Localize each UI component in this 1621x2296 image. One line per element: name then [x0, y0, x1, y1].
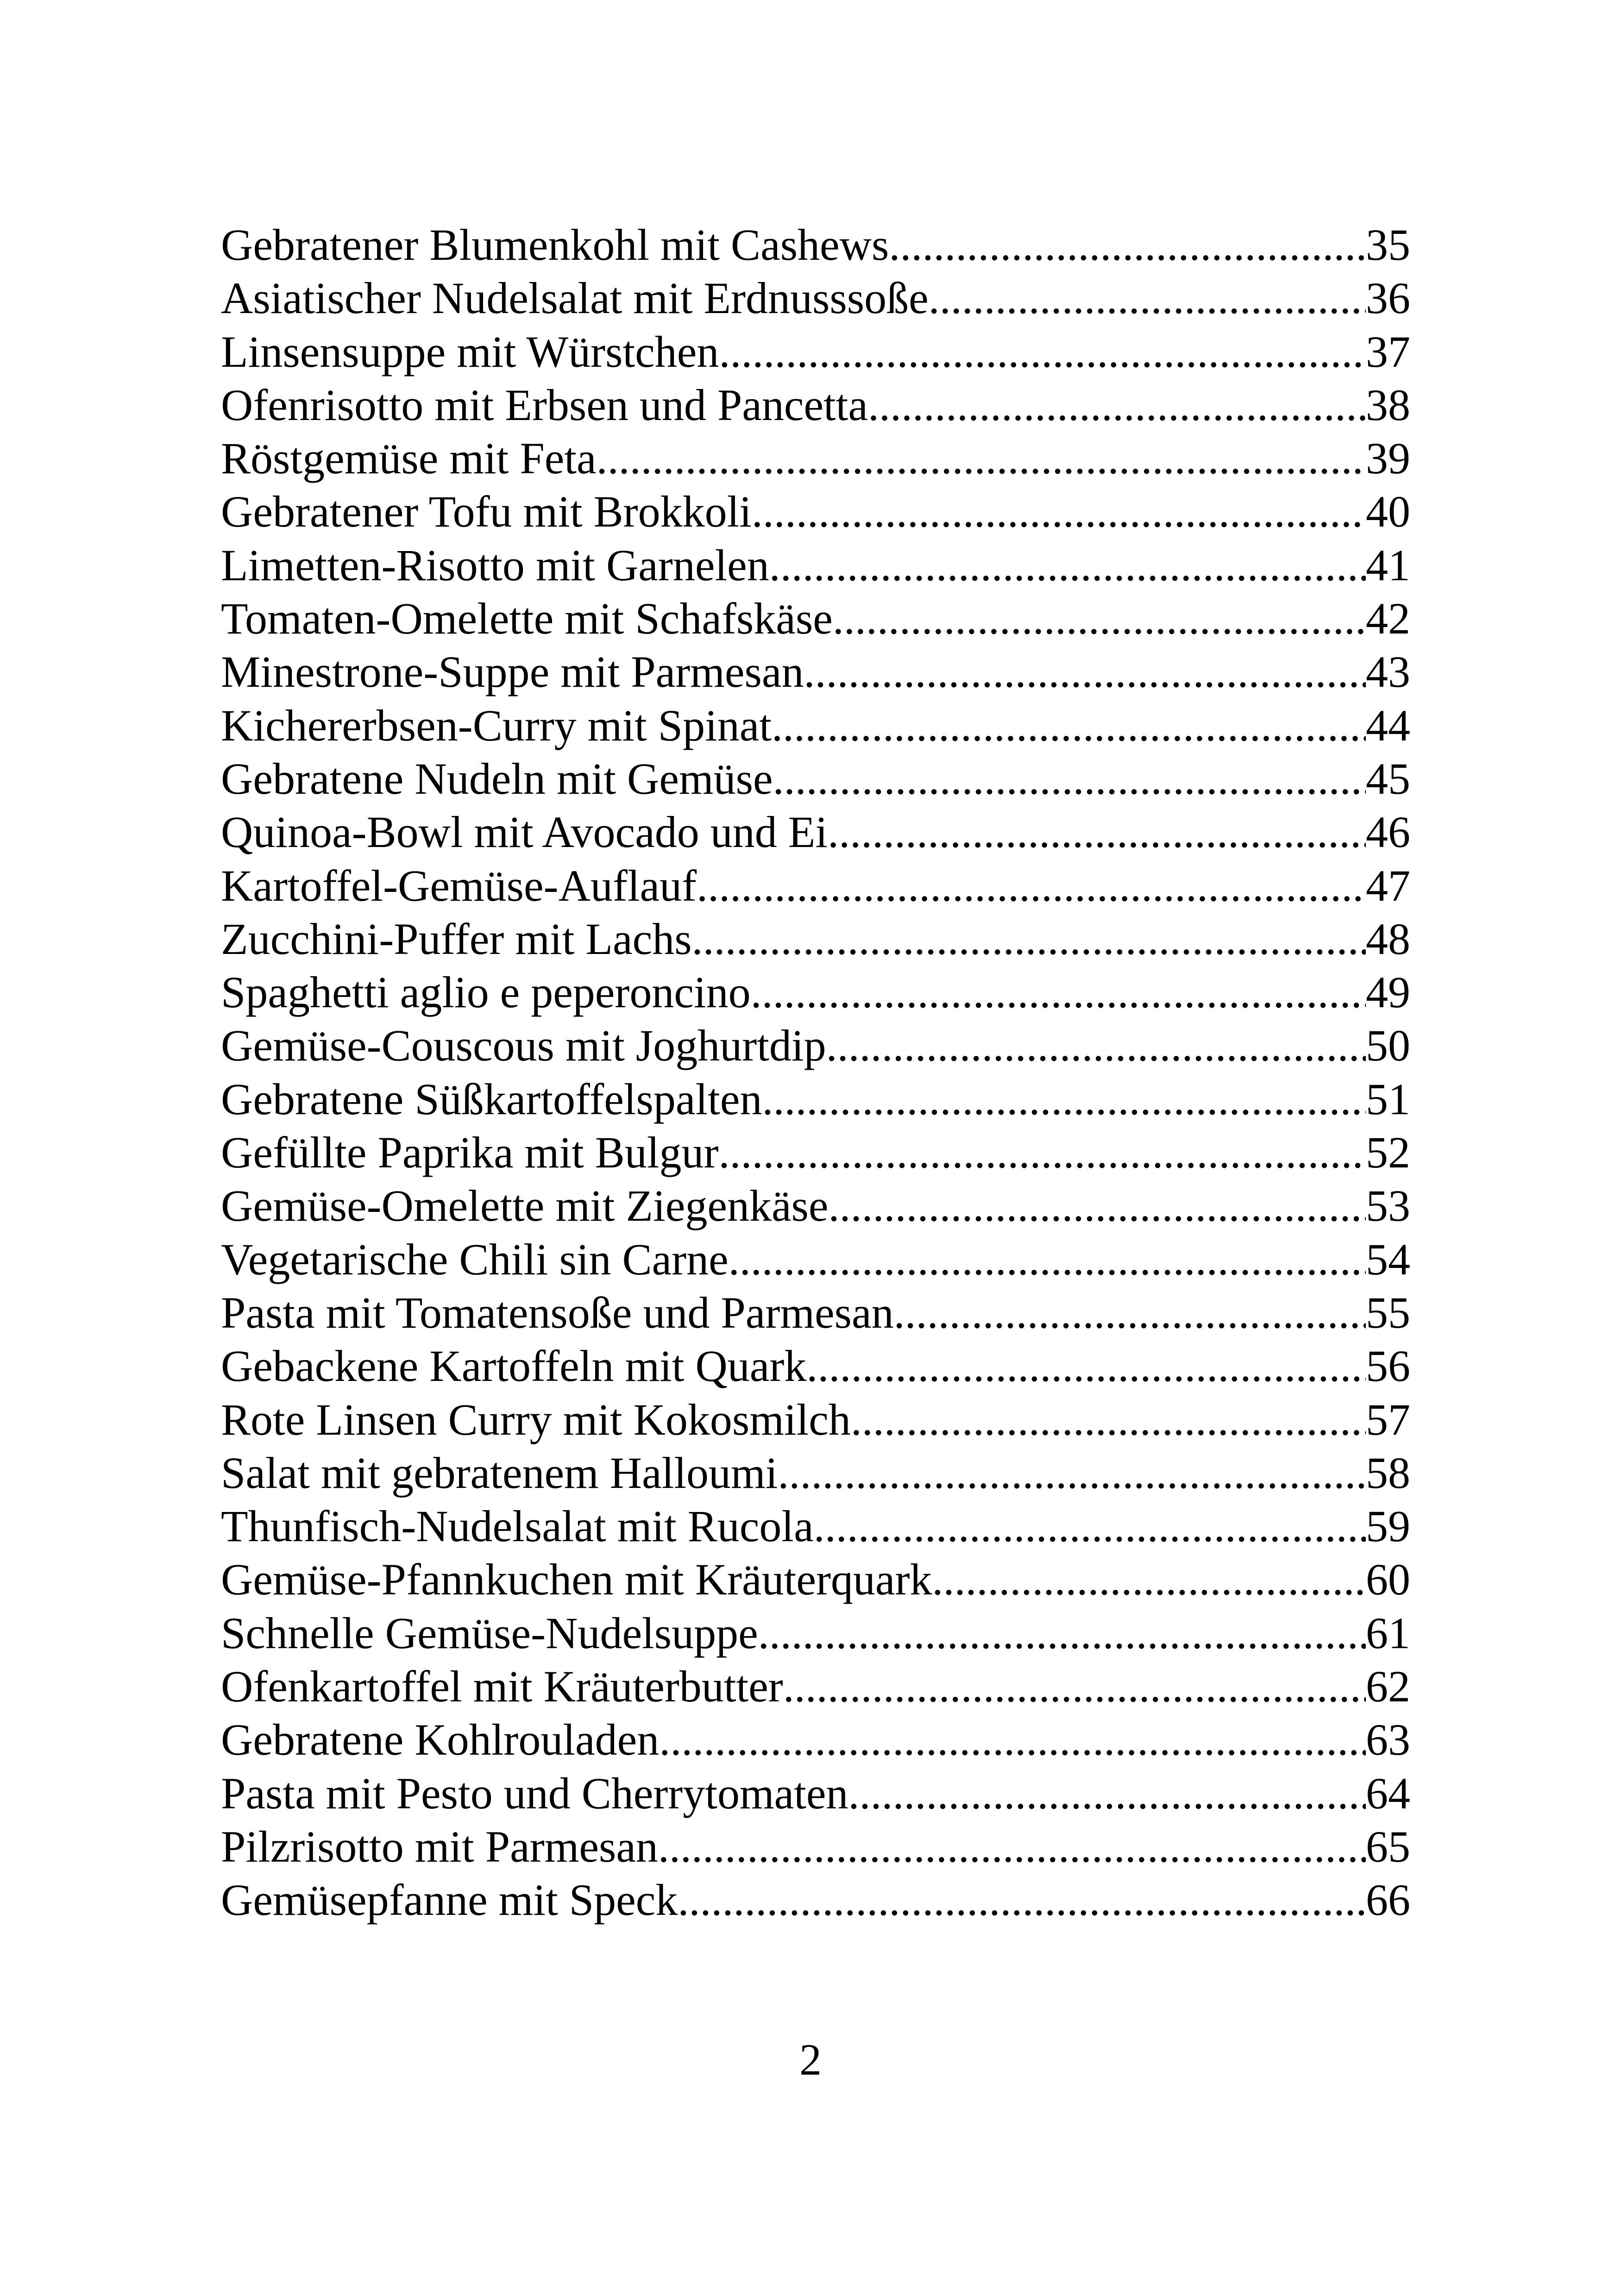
toc-entry [221, 539, 1410, 592]
toc-dot-leader [769, 539, 1366, 592]
toc-entry [221, 325, 1410, 378]
toc-entry [221, 592, 1410, 645]
toc-entry-page-number: 44 [1366, 700, 1410, 750]
toc-entry-title: Gemüse-Omelette mit Ziegenkäse [221, 1181, 829, 1231]
toc-entry-page-number: 43 [1366, 647, 1410, 697]
toc-entry-page-number: 54 [1366, 1234, 1410, 1284]
toc-entry-page-number: 66 [1366, 1875, 1410, 1925]
toc-dot-leader [658, 1820, 1366, 1873]
toc-entry [221, 1767, 1410, 1820]
toc-entry [221, 1233, 1410, 1286]
toc-entry-title: Gebratene Süßkartoffelspalten [221, 1074, 762, 1124]
toc-entry-page-number: 51 [1366, 1074, 1410, 1124]
toc-dot-leader [848, 1767, 1366, 1820]
toc-entry [221, 752, 1410, 805]
toc-entry-title: Minestrone-Suppe mit Parmesan [221, 647, 804, 697]
toc-entry-page-number: 56 [1366, 1341, 1410, 1391]
toc-dot-leader [659, 1713, 1366, 1766]
toc-dot-leader [697, 859, 1366, 912]
toc-entry-page-number: 39 [1366, 433, 1410, 483]
toc-entry-page-number: 46 [1366, 807, 1410, 857]
table-of-contents [221, 218, 1410, 1927]
toc-entry-title: Tomaten-Omelette mit Schafskäse [221, 594, 833, 644]
toc-entry-page-number: 48 [1366, 914, 1410, 964]
toc-entry-title: Zucchini-Puffer mit Lachs [221, 914, 692, 964]
toc-entry [221, 1339, 1410, 1393]
toc-entry-page-number: 57 [1366, 1394, 1410, 1444]
toc-entry-title: Gebratene Kohlrouladen [221, 1715, 660, 1765]
toc-entry [221, 1873, 1410, 1926]
toc-entry-page-number: 37 [1366, 326, 1410, 376]
toc-dot-leader [758, 1606, 1366, 1660]
toc-entry-page-number: 52 [1366, 1128, 1410, 1178]
toc-entry [221, 1713, 1410, 1766]
toc-dot-leader [783, 1660, 1366, 1713]
toc-entry [221, 1660, 1410, 1713]
toc-entry-page-number: 42 [1366, 594, 1410, 644]
toc-entry [221, 1126, 1410, 1179]
toc-entry [221, 1446, 1410, 1499]
page-number: 2 [799, 2035, 822, 2084]
toc-entry [221, 966, 1410, 1019]
toc-entry-page-number: 60 [1366, 1555, 1410, 1605]
toc-entry-page-number: 59 [1366, 1501, 1410, 1551]
toc-entry-title: Gebratener Tofu mit Brokkoli [221, 487, 752, 537]
toc-dot-leader [729, 1233, 1366, 1286]
toc-entry-title: Gemüse-Pfannkuchen mit Kräuterquark [221, 1555, 932, 1605]
toc-entry-title: Gemüse-Couscous mit Joghurtdip [221, 1021, 826, 1071]
toc-dot-leader [762, 1073, 1366, 1126]
toc-entry-title: Vegetarische Chili sin Carne [221, 1234, 729, 1284]
toc-entry-page-number: 41 [1366, 540, 1410, 590]
toc-entry-page-number: 63 [1366, 1715, 1410, 1765]
toc-entry-title: Linsensuppe mit Würstchen [221, 326, 719, 376]
toc-entry-page-number: 35 [1366, 220, 1410, 270]
toc-entry-title: Pasta mit Tomatensoße und Parmesan [221, 1287, 894, 1337]
toc-entry-title: Gebackene Kartoffeln mit Quark [221, 1341, 807, 1391]
toc-dot-leader [851, 1393, 1366, 1446]
toc-entry-page-number: 36 [1366, 273, 1410, 323]
toc-dot-leader [773, 752, 1366, 805]
toc-entry-page-number: 47 [1366, 860, 1410, 910]
toc-entry-page-number: 65 [1366, 1821, 1410, 1871]
toc-entry-title: Kichererbsen-Curry mit Spinat [221, 700, 772, 750]
toc-entry-title: Thunfisch-Nudelsalat mit Rucola [221, 1501, 814, 1551]
toc-dot-leader [828, 805, 1366, 859]
toc-entry-page-number: 53 [1366, 1181, 1410, 1231]
toc-entry-title: Spaghetti aglio e peperoncino [221, 967, 751, 1017]
toc-entry-page-number: 49 [1366, 967, 1410, 1017]
toc-entry-title: Ofenrisotto mit Erbsen und Pancetta [221, 380, 868, 430]
toc-entry-page-number: 40 [1366, 487, 1410, 537]
toc-dot-leader [752, 485, 1366, 538]
toc-dot-leader [868, 378, 1366, 432]
toc-entry [221, 271, 1410, 325]
toc-entry-title: Gefüllte Paprika mit Bulgur [221, 1128, 719, 1178]
toc-dot-leader [814, 1499, 1366, 1553]
toc-entry-page-number: 58 [1366, 1448, 1410, 1498]
toc-entry-title: Rote Linsen Curry mit Kokosmilch [221, 1394, 851, 1444]
toc-entry [221, 432, 1410, 485]
toc-entry-title: Röstgemüse mit Feta [221, 433, 597, 483]
toc-entry-title: Gebratener Blumenkohl mit Cashews [221, 220, 889, 270]
toc-entry [221, 1073, 1410, 1126]
toc-dot-leader [772, 699, 1366, 752]
toc-entry [221, 805, 1410, 859]
toc-dot-leader [597, 432, 1366, 485]
toc-entry [221, 1286, 1410, 1339]
toc-entry [221, 1820, 1410, 1873]
toc-entry-title: Schnelle Gemüse-Nudelsuppe [221, 1608, 758, 1658]
toc-dot-leader [692, 912, 1366, 966]
toc-entry [221, 912, 1410, 966]
toc-dot-leader [751, 966, 1366, 1019]
toc-dot-leader [778, 1446, 1366, 1499]
toc-entry [221, 218, 1410, 271]
toc-entry-page-number: 64 [1366, 1768, 1410, 1818]
toc-entry [221, 859, 1410, 912]
toc-entry [221, 1553, 1410, 1606]
toc-entry-title: Gemüsepfanne mit Speck [221, 1875, 678, 1925]
toc-dot-leader [719, 325, 1366, 378]
toc-dot-leader [829, 1179, 1366, 1232]
toc-dot-leader [889, 218, 1366, 271]
toc-dot-leader [678, 1873, 1366, 1926]
toc-entry-page-number: 45 [1366, 753, 1410, 803]
toc-entry [221, 1393, 1410, 1446]
toc-entry [221, 645, 1410, 698]
toc-entry-page-number: 38 [1366, 380, 1410, 430]
toc-entry [221, 699, 1410, 752]
toc-entry [221, 485, 1410, 538]
toc-entry-title: Ofenkartoffel mit Kräuterbutter [221, 1662, 783, 1712]
toc-entry-title: Pilzrisotto mit Parmesan [221, 1821, 658, 1871]
toc-entry-title: Pasta mit Pesto und Cherrytomaten [221, 1768, 848, 1818]
toc-dot-leader [826, 1019, 1366, 1072]
toc-entry-title: Quinoa-Bowl mit Avocado und Ei [221, 807, 828, 857]
toc-entry-page-number: 61 [1366, 1608, 1410, 1658]
toc-dot-leader [804, 645, 1366, 698]
toc-dot-leader [806, 1339, 1366, 1393]
toc-entry-page-number: 55 [1366, 1287, 1410, 1337]
toc-dot-leader [929, 271, 1366, 325]
toc-entry-page-number: 50 [1366, 1021, 1410, 1071]
toc-entry-title: Limetten-Risotto mit Garnelen [221, 540, 769, 590]
toc-entry-title: Gebratene Nudeln mit Gemüse [221, 753, 773, 803]
toc-entry-title: Salat mit gebratenem Halloumi [221, 1448, 778, 1498]
toc-entry-page-number: 62 [1366, 1662, 1410, 1712]
toc-dot-leader [833, 592, 1366, 645]
toc-dot-leader [718, 1126, 1366, 1179]
toc-dot-leader [932, 1553, 1366, 1606]
toc-entry [221, 378, 1410, 432]
toc-entry [221, 1179, 1410, 1232]
toc-entry [221, 1019, 1410, 1072]
toc-entry [221, 1606, 1410, 1660]
toc-entry [221, 1499, 1410, 1553]
toc-entry-title: Asiatischer Nudelsalat mit Erdnusssoße [221, 273, 929, 323]
toc-entry-title: Kartoffel-Gemüse-Auflauf [221, 860, 697, 910]
toc-dot-leader [894, 1286, 1366, 1339]
